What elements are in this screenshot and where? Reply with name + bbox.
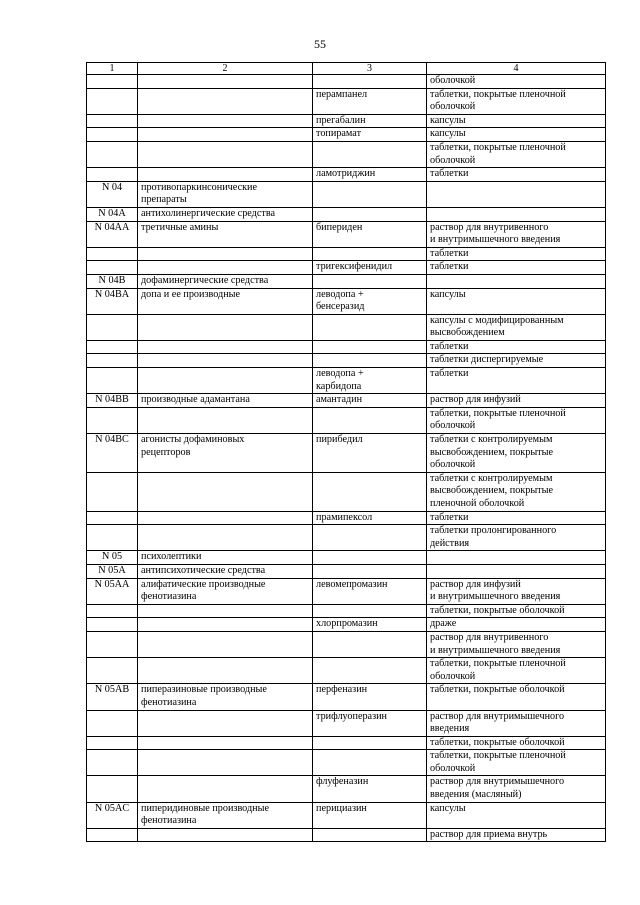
drug-name-cell	[313, 551, 427, 565]
table-row	[87, 472, 606, 511]
column-header-1: 1	[87, 63, 138, 75]
cell-line: раствор для инфузий	[430, 394, 521, 406]
table-row	[87, 75, 606, 89]
atc-code-cell	[87, 828, 138, 842]
atc-group-cell	[138, 141, 313, 167]
atc-group-cell	[138, 274, 313, 288]
page-number: 55	[314, 37, 326, 51]
table-row	[87, 288, 606, 314]
table-row	[87, 511, 606, 525]
atc-group-cell	[138, 604, 313, 618]
dosage-form-cell	[427, 261, 606, 275]
dosage-form-cell	[427, 368, 606, 394]
dosage-form-cell	[427, 128, 606, 142]
cell-line: оболочкой	[430, 459, 476, 471]
atc-group-cell	[138, 658, 313, 684]
atc-code-cell	[87, 710, 138, 736]
drug-name-cell: перампанел	[313, 88, 427, 114]
atc-group-cell	[138, 511, 313, 525]
cell-line: оболочкой	[430, 420, 476, 432]
cell-line: фенотиазина	[141, 591, 197, 603]
dosage-form-cell	[427, 434, 606, 473]
dosage-form-cell	[427, 288, 606, 314]
dosage-form-cell	[427, 207, 606, 221]
atc-group-cell	[138, 128, 313, 142]
dosage-form-cell	[427, 114, 606, 128]
drug-name-cell	[313, 658, 427, 684]
dosage-form-cell	[427, 776, 606, 802]
cell-line: таблетки, покрытые оболочкой	[430, 604, 565, 616]
table-row	[87, 128, 606, 142]
cell-line: капсулы	[430, 128, 466, 140]
cell-line: раствор для внутримышечного	[430, 710, 565, 722]
table-row	[87, 407, 606, 433]
drug-name-cell	[313, 314, 427, 340]
column-header-2: 2	[138, 63, 313, 75]
atc-code-cell	[87, 261, 138, 275]
column-header-3: 3	[313, 63, 427, 75]
drug-name-cell: левомепромазин	[313, 578, 427, 604]
table-row	[87, 710, 606, 736]
drug-name-cell: тригексифенидил	[313, 261, 427, 275]
table-row	[87, 141, 606, 167]
cell-line: оболочкой	[430, 762, 476, 774]
atc-code-cell: N 04A	[87, 207, 138, 221]
drug-name-cell: пирибедил	[313, 434, 427, 473]
cell-line: высвобождением, покрытые	[430, 446, 553, 458]
dosage-form-cell	[427, 340, 606, 354]
dosage-form-cell	[427, 578, 606, 604]
table-row	[87, 434, 606, 473]
atc-code-cell	[87, 314, 138, 340]
atc-code-cell	[87, 472, 138, 511]
dosage-form-cell	[427, 750, 606, 776]
atc-group-cell	[138, 88, 313, 114]
cell-line: пиперидиновые производные	[141, 802, 269, 814]
drug-name-cell	[313, 525, 427, 551]
cell-line: леводопа +	[316, 288, 364, 300]
atc-code-cell	[87, 75, 138, 89]
dosage-form-cell	[427, 472, 606, 511]
cell-line: таблетки	[430, 261, 469, 273]
table-row	[87, 340, 606, 354]
atc-code-cell	[87, 604, 138, 618]
atc-group-cell	[138, 207, 313, 221]
drug-name-cell	[313, 274, 427, 288]
table-row	[87, 750, 606, 776]
drug-name-cell: прамипексол	[313, 511, 427, 525]
dosage-form-cell	[427, 604, 606, 618]
cell-line: высвобождением, покрытые	[430, 485, 553, 497]
cell-line: производные адамантана	[141, 394, 250, 406]
dosage-form-cell	[427, 828, 606, 842]
cell-line: таблетки	[430, 511, 469, 523]
table-row	[87, 618, 606, 632]
atc-group-cell	[138, 340, 313, 354]
drug-name-cell	[313, 564, 427, 578]
drug-name-cell	[313, 207, 427, 221]
atc-group-cell	[138, 168, 313, 182]
atc-code-cell: N 04BA	[87, 288, 138, 314]
atc-group-cell	[138, 261, 313, 275]
atc-code-cell	[87, 407, 138, 433]
table-row	[87, 207, 606, 221]
atc-code-cell: N 04	[87, 181, 138, 207]
drug-name-cell	[313, 141, 427, 167]
atc-group-cell	[138, 828, 313, 842]
drug-name-cell	[313, 407, 427, 433]
cell-line: высвобождением	[430, 327, 505, 339]
cell-line: капсулы	[430, 288, 466, 300]
atc-code-cell	[87, 618, 138, 632]
cell-line: раствор для внутривенного	[430, 631, 549, 643]
table-row	[87, 658, 606, 684]
cell-line: фенотиазина	[141, 696, 197, 708]
drug-name-cell	[313, 181, 427, 207]
cell-line: алифатические производные	[141, 578, 266, 590]
atc-code-cell: N 04BB	[87, 394, 138, 408]
atc-code-cell: N 05A	[87, 564, 138, 578]
drug-name-cell: ламотриджин	[313, 168, 427, 182]
table-row	[87, 631, 606, 657]
atc-group-cell	[138, 564, 313, 578]
drug-name-cell: хлорпромазин	[313, 618, 427, 632]
table-row	[87, 354, 606, 368]
dosage-form-cell	[427, 168, 606, 182]
cell-line: введения (масляный)	[430, 789, 522, 801]
cell-line: таблетки	[430, 368, 469, 380]
table-row	[87, 221, 606, 247]
table-row	[87, 736, 606, 750]
atc-code-cell: N 05	[87, 551, 138, 565]
drug-name-cell	[313, 828, 427, 842]
cell-line: таблетки диспергируемые	[430, 354, 544, 366]
table-row	[87, 604, 606, 618]
cell-line: раствор для инфузий	[430, 578, 521, 590]
dosage-form-cell	[427, 141, 606, 167]
cell-line: раствор для внутримышечного	[430, 776, 565, 788]
table-row	[87, 578, 606, 604]
atc-code-cell	[87, 88, 138, 114]
cell-line: раствор для приема внутрь	[430, 828, 548, 840]
cell-line: таблетки, покрытые пленочной	[430, 88, 566, 100]
atc-group-cell	[138, 551, 313, 565]
cell-line: введения	[430, 723, 470, 735]
drug-list-table	[86, 62, 606, 842]
cell-line: таблетки с контролируемым	[430, 434, 553, 446]
cell-line: антипсихотические средства	[141, 564, 266, 576]
dosage-form-cell	[427, 88, 606, 114]
cell-line: фенотиазина	[141, 815, 197, 827]
atc-group-cell	[138, 684, 313, 710]
drug-name-cell	[313, 472, 427, 511]
drug-name-cell	[313, 340, 427, 354]
atc-code-cell	[87, 511, 138, 525]
dosage-form-cell	[427, 684, 606, 710]
atc-code-cell	[87, 658, 138, 684]
atc-group-cell	[138, 631, 313, 657]
atc-group-cell	[138, 247, 313, 261]
atc-code-cell	[87, 114, 138, 128]
cell-line: рецепторов	[141, 446, 191, 458]
cell-line: пиперазиновые производные	[141, 684, 267, 696]
cell-line: драже	[430, 618, 457, 630]
column-header-4: 4	[427, 63, 606, 75]
dosage-form-cell	[427, 274, 606, 288]
cell-line: и внутримышечного введения	[430, 234, 561, 246]
atc-group-cell	[138, 394, 313, 408]
atc-code-cell	[87, 168, 138, 182]
table-row	[87, 247, 606, 261]
atc-group-cell	[138, 114, 313, 128]
dosage-form-cell	[427, 710, 606, 736]
drug-name-cell	[313, 75, 427, 89]
table-row	[87, 88, 606, 114]
atc-code-cell: N 04B	[87, 274, 138, 288]
drug-name-cell	[313, 631, 427, 657]
dosage-form-cell	[427, 75, 606, 89]
atc-code-cell	[87, 128, 138, 142]
cell-line: таблетки, покрытые оболочкой	[430, 736, 565, 748]
table-row	[87, 394, 606, 408]
drug-name-cell: перициазин	[313, 802, 427, 828]
atc-group-cell	[138, 314, 313, 340]
drug-name-cell: флуфеназин	[313, 776, 427, 802]
table-row	[87, 684, 606, 710]
drug-name-cell	[313, 247, 427, 261]
atc-code-cell	[87, 141, 138, 167]
table-row	[87, 802, 606, 828]
atc-code-cell	[87, 750, 138, 776]
cell-line: антихолинергические средства	[141, 207, 276, 219]
cell-line: капсулы	[430, 114, 466, 126]
cell-line: дофаминергические средства	[141, 274, 269, 286]
atc-code-cell	[87, 354, 138, 368]
cell-line: агонисты дофаминовых	[141, 434, 245, 446]
dosage-form-cell	[427, 221, 606, 247]
atc-group-cell	[138, 736, 313, 750]
table-header-row	[87, 63, 606, 75]
drug-name-cell	[313, 368, 427, 394]
table-row	[87, 368, 606, 394]
table-row	[87, 551, 606, 565]
atc-group-cell	[138, 802, 313, 828]
cell-line: карбидопа	[316, 380, 362, 392]
atc-code-cell	[87, 525, 138, 551]
drug-name-cell	[313, 354, 427, 368]
dosage-form-cell	[427, 247, 606, 261]
atc-code-cell: N 05AC	[87, 802, 138, 828]
atc-group-cell	[138, 776, 313, 802]
atc-code-cell: N 04AA	[87, 221, 138, 247]
cell-line: препараты	[141, 194, 187, 206]
atc-code-cell	[87, 631, 138, 657]
cell-line: пленочной оболочкой	[430, 498, 525, 509]
drug-name-cell	[313, 604, 427, 618]
table-row	[87, 314, 606, 340]
dosage-form-cell	[427, 511, 606, 525]
drug-name-cell: топирамат	[313, 128, 427, 142]
table-body	[87, 63, 606, 842]
atc-group-cell	[138, 710, 313, 736]
cell-line: оболочкой	[430, 101, 476, 113]
cell-line: допа и ее производные	[141, 288, 241, 300]
table-row	[87, 525, 606, 551]
dosage-form-cell	[427, 525, 606, 551]
table-row	[87, 181, 606, 207]
cell-line: бенсеразид	[316, 301, 365, 313]
drug-name-cell	[313, 288, 427, 314]
atc-group-cell	[138, 434, 313, 473]
cell-line: капсулы	[430, 802, 466, 814]
atc-group-cell	[138, 750, 313, 776]
atc-code-cell	[87, 340, 138, 354]
cell-line: таблетки, покрытые пленочной	[430, 407, 566, 419]
atc-code-cell: N 05AA	[87, 578, 138, 604]
drug-name-cell: бипериден	[313, 221, 427, 247]
table-row	[87, 564, 606, 578]
atc-group-cell	[138, 578, 313, 604]
table-row	[87, 828, 606, 842]
atc-group-cell	[138, 618, 313, 632]
table-row	[87, 274, 606, 288]
cell-line: таблетки, покрытые пленочной	[430, 141, 566, 153]
atc-code-cell: N 05AB	[87, 684, 138, 710]
atc-group-cell	[138, 221, 313, 247]
atc-group-cell	[138, 472, 313, 511]
dosage-form-cell	[427, 551, 606, 565]
dosage-form-cell	[427, 736, 606, 750]
cell-line: таблетки, покрытые пленочной	[430, 658, 566, 670]
dosage-form-cell	[427, 564, 606, 578]
atc-group-cell	[138, 525, 313, 551]
atc-code-cell: N 04BC	[87, 434, 138, 473]
atc-group-cell	[138, 288, 313, 314]
atc-code-cell	[87, 247, 138, 261]
atc-code-cell	[87, 368, 138, 394]
dosage-form-cell	[427, 314, 606, 340]
cell-line: таблетки, покрытые пленочной	[430, 750, 566, 762]
atc-group-cell	[138, 181, 313, 207]
dosage-form-cell	[427, 658, 606, 684]
drug-name-cell: трифлуоперазин	[313, 710, 427, 736]
atc-group-cell	[138, 407, 313, 433]
cell-line: таблетки	[430, 340, 469, 352]
table-row	[87, 168, 606, 182]
cell-line: оболочкой	[430, 75, 476, 86]
cell-line: и внутримышечного введения	[430, 591, 561, 603]
cell-line: раствор для внутривенного	[430, 221, 549, 233]
dosage-form-cell	[427, 631, 606, 657]
dosage-form-cell	[427, 181, 606, 207]
dosage-form-cell	[427, 802, 606, 828]
dosage-form-cell	[427, 407, 606, 433]
cell-line: оболочкой	[430, 154, 476, 166]
drug-name-cell: прегабалин	[313, 114, 427, 128]
cell-line: таблетки	[430, 247, 469, 259]
drug-name-cell	[313, 750, 427, 776]
drug-name-cell: перфеназин	[313, 684, 427, 710]
drug-name-cell	[313, 736, 427, 750]
cell-line: психолептики	[141, 551, 202, 563]
table-row	[87, 114, 606, 128]
cell-line: третичные амины	[141, 221, 219, 233]
cell-line: действия	[430, 537, 470, 549]
cell-line: таблетки	[430, 168, 469, 180]
cell-line: и внутримышечного введения	[430, 644, 561, 656]
table-row	[87, 261, 606, 275]
cell-line: противопаркинсонические	[141, 181, 258, 193]
drug-name-cell: амантадин	[313, 394, 427, 408]
atc-code-cell	[87, 776, 138, 802]
atc-code-cell	[87, 736, 138, 750]
cell-line: оболочкой	[430, 670, 476, 682]
atc-group-cell	[138, 368, 313, 394]
cell-line: таблетки пролонгированного	[430, 525, 557, 537]
cell-line: таблетки с контролируемым	[430, 472, 553, 484]
cell-line: таблетки, покрытые оболочкой	[430, 684, 565, 696]
dosage-form-cell	[427, 618, 606, 632]
atc-group-cell	[138, 354, 313, 368]
cell-line: леводопа +	[316, 368, 364, 380]
dosage-form-cell	[427, 354, 606, 368]
dosage-form-cell	[427, 394, 606, 408]
atc-group-cell	[138, 75, 313, 89]
cell-line: капсулы с модифицированным	[430, 314, 564, 326]
table-row	[87, 776, 606, 802]
